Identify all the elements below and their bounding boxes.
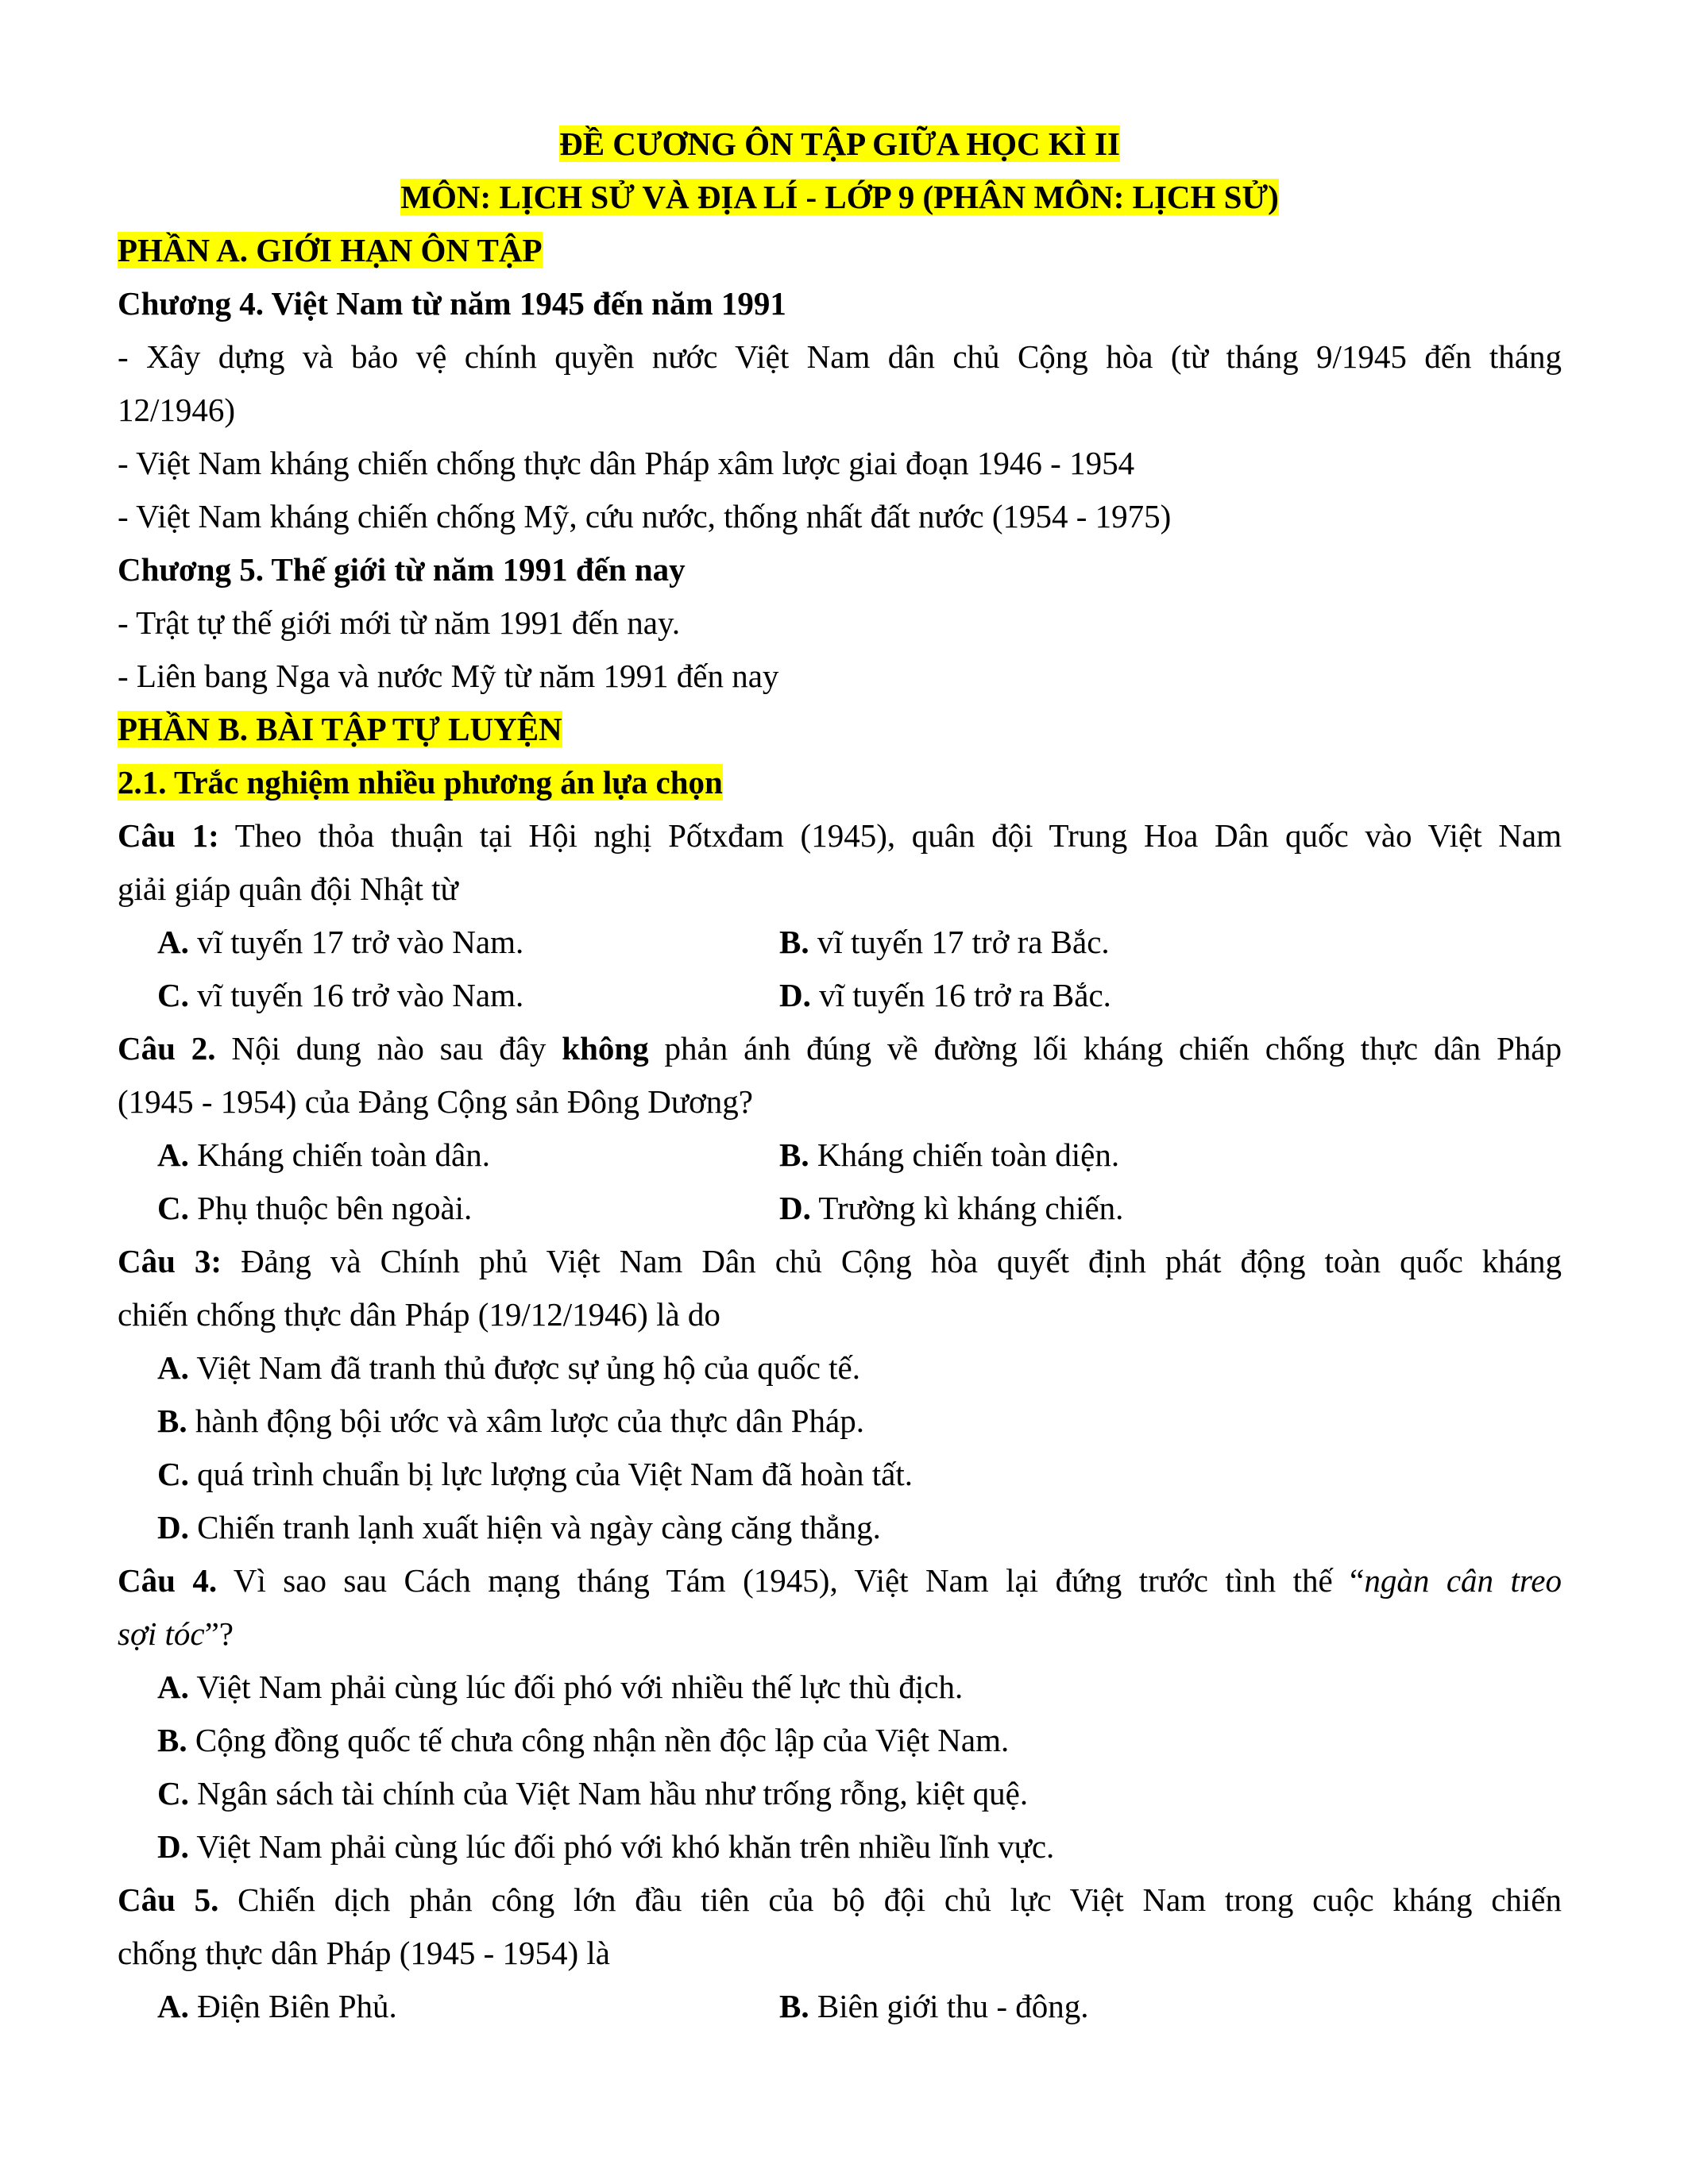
option-letter: B. bbox=[157, 1403, 187, 1439]
option-d bbox=[779, 969, 1401, 1022]
question-text: Chiến dịch phản công lớn đầu tiên của bộ đội chủ lực Việt Nam trong cuộc kháng chiến bbox=[218, 1881, 1562, 1918]
chapter-5-title: Chương 5. Thế giới từ năm 1991 đến nay bbox=[118, 551, 686, 588]
part-a-line bbox=[118, 224, 1562, 277]
option-text: Ngân sách tài chính của Việt Nam hầu như trống rỗng, kiệt quệ. bbox=[197, 1775, 1029, 1812]
question-label: Câu 5. bbox=[118, 1881, 219, 1918]
option-letter: C. bbox=[157, 1775, 189, 1812]
question-text: ”? bbox=[204, 1615, 234, 1652]
title-line-2 bbox=[118, 171, 1562, 224]
option-letter: B. bbox=[779, 1136, 809, 1173]
chapter-5-item-1: - Trật tự thế giới mới từ năm 1991 đến nay. bbox=[118, 604, 681, 641]
question-2-options-row-2 bbox=[118, 1182, 1562, 1235]
question-4-option-b bbox=[118, 1714, 1562, 1767]
option-text: vĩ tuyến 16 trở ra Bắc. bbox=[819, 977, 1111, 1013]
option-a bbox=[157, 1129, 779, 1182]
part-b-subheading: 2.1. Trắc nghiệm nhiều phương án lựa chọn bbox=[118, 764, 723, 801]
document-title: ĐỀ CƯƠNG ÔN TẬP GIỮA HỌC KÌ II bbox=[559, 125, 1120, 162]
option-letter: D. bbox=[779, 1190, 811, 1226]
document-subtitle: MÔN: LỊCH SỬ VÀ ĐỊA LÍ - LỚP 9 (PHÂN MÔN: LỊCH SỬ) bbox=[400, 179, 1279, 215]
question-emphasis: không bbox=[562, 1030, 649, 1067]
option-letter: A. bbox=[157, 1349, 189, 1386]
chapter-4-item-3: - Việt Nam kháng chiến chống Mỹ, cứu nước, thống nhất đất nước (1954 - 1975) bbox=[118, 498, 1172, 534]
question-2-line-2: (1945 - 1954) của Đảng Cộng sản Đông Dương? bbox=[118, 1083, 753, 1120]
chapter-4-item-1a: - Xây dựng và bảo vệ chính quyền nước Việt Nam dân chủ Cộng hòa (từ tháng 9/1945 đến tháng bbox=[118, 338, 1562, 375]
option-a bbox=[157, 1980, 779, 2033]
question-quote: sợi tóc bbox=[118, 1615, 205, 1652]
question-2-line-1 bbox=[118, 1022, 1562, 1075]
option-letter: C. bbox=[157, 977, 189, 1013]
option-letter: C. bbox=[157, 1456, 189, 1492]
question-1-options-row-1 bbox=[118, 916, 1562, 969]
question-3-line-2: chiến chống thực dân Pháp (19/12/1946) là do bbox=[118, 1296, 720, 1333]
option-text: Việt Nam phải cùng lúc đối phó với khó khăn trên nhiều lĩnh vực. bbox=[196, 1828, 1055, 1865]
option-text: Việt Nam phải cùng lúc đối phó với nhiều thế lực thù địch. bbox=[196, 1669, 964, 1705]
question-5-line-1 bbox=[118, 1873, 1562, 1927]
option-b bbox=[779, 916, 1401, 969]
question-1-line-2: giải giáp quân đội Nhật từ bbox=[118, 870, 458, 907]
title-line-1 bbox=[118, 118, 1562, 171]
part-b-line bbox=[118, 703, 1562, 756]
chapter-5-item-2: - Liên bang Nga và nước Mỹ từ năm 1991 đến nay bbox=[118, 658, 779, 694]
option-text: Phụ thuộc bên ngoài. bbox=[197, 1190, 473, 1226]
option-letter: B. bbox=[157, 1722, 187, 1758]
question-5-line-2: chống thực dân Pháp (1945 - 1954) là bbox=[118, 1935, 611, 1971]
part-b-heading: PHẦN B. BÀI TẬP TỰ LUYỆN bbox=[118, 711, 562, 747]
option-text: Trường kì kháng chiến. bbox=[818, 1190, 1124, 1226]
option-letter: A. bbox=[157, 1136, 189, 1173]
chapter-4-item-1b: 12/1946) bbox=[118, 392, 236, 428]
document-page bbox=[118, 118, 1562, 2033]
question-3-option-d bbox=[118, 1501, 1562, 1554]
question-text: Vì sao sau Cách mạng tháng Tám (1945), Việt Nam lại đứng trước tình thế “ bbox=[217, 1562, 1365, 1599]
question-3-option-b bbox=[118, 1395, 1562, 1448]
option-text: Kháng chiến toàn dân. bbox=[197, 1136, 490, 1173]
option-text: Việt Nam đã tranh thủ được sự ủng hộ của quốc tế. bbox=[196, 1349, 860, 1386]
question-label: Câu 4. bbox=[118, 1562, 218, 1599]
option-text: Kháng chiến toàn diện. bbox=[817, 1136, 1120, 1173]
option-c bbox=[157, 1182, 779, 1235]
option-letter: D. bbox=[157, 1509, 189, 1545]
option-b bbox=[779, 1129, 1401, 1182]
option-letter: D. bbox=[157, 1828, 189, 1865]
option-letter: A. bbox=[157, 924, 189, 960]
question-label: Câu 3: bbox=[118, 1243, 222, 1279]
option-text: Chiến tranh lạnh xuất hiện và ngày càng căng thẳng. bbox=[197, 1509, 881, 1545]
chapter-4-item-2: - Việt Nam kháng chiến chống thực dân Pháp xâm lược giai đoạn 1946 - 1954 bbox=[118, 445, 1135, 481]
question-4-option-d bbox=[118, 1820, 1562, 1873]
question-1-options-row-2 bbox=[118, 969, 1562, 1022]
question-text: Đảng và Chính phủ Việt Nam Dân chủ Cộng hòa quyết định phát động toàn quốc kháng bbox=[222, 1243, 1562, 1279]
question-text: Theo thỏa thuận tại Hội nghị Pốtxđam (1945), quân đội Trung Hoa Dân quốc vào Việt Nam bbox=[218, 817, 1562, 854]
question-4-option-c bbox=[118, 1767, 1562, 1820]
option-text: vĩ tuyến 16 trở vào Nam. bbox=[197, 977, 524, 1013]
question-text: phản ánh đúng về đường lối kháng chiến chống thực dân Pháp bbox=[648, 1030, 1562, 1067]
question-3-option-c bbox=[118, 1448, 1562, 1501]
question-3-option-a bbox=[118, 1341, 1562, 1395]
option-letter: A. bbox=[157, 1988, 189, 2024]
question-2-options-row-1 bbox=[118, 1129, 1562, 1182]
option-letter: B. bbox=[779, 1988, 809, 2024]
chapter-4-title: Chương 4. Việt Nam từ năm 1945 đến năm 1991 bbox=[118, 285, 786, 322]
question-1-line-1 bbox=[118, 809, 1562, 862]
question-4-option-a bbox=[118, 1661, 1562, 1714]
question-text: Nội dung nào sau đây bbox=[215, 1030, 562, 1067]
question-4-line-2 bbox=[118, 1607, 1562, 1661]
option-c bbox=[157, 969, 779, 1022]
option-d bbox=[779, 1182, 1401, 1235]
option-text: quá trình chuẩn bị lực lượng của Việt Nam đã hoàn tất. bbox=[197, 1456, 913, 1492]
option-letter: C. bbox=[157, 1190, 189, 1226]
option-text: Cộng đồng quốc tế chưa công nhận nền độc lập của Việt Nam. bbox=[195, 1722, 1010, 1758]
option-text: vĩ tuyến 17 trở vào Nam. bbox=[197, 924, 524, 960]
question-5-options-row-1 bbox=[118, 1980, 1562, 2033]
option-text: Biên giới thu - đông. bbox=[817, 1988, 1089, 2024]
question-quote: ngàn cân treo bbox=[1364, 1562, 1562, 1599]
part-a-heading: PHẦN A. GIỚI HẠN ÔN TẬP bbox=[118, 232, 543, 268]
option-text: vĩ tuyến 17 trở ra Bắc. bbox=[817, 924, 1110, 960]
option-letter: D. bbox=[779, 977, 811, 1013]
part-b-sub-line bbox=[118, 756, 1562, 809]
option-b bbox=[779, 1980, 1401, 2033]
option-text: hành động bội ước và xâm lược của thực dân Pháp. bbox=[195, 1403, 864, 1439]
option-a bbox=[157, 916, 779, 969]
question-label: Câu 2. bbox=[118, 1030, 216, 1067]
option-letter: A. bbox=[157, 1669, 189, 1705]
question-4-line-1 bbox=[118, 1554, 1562, 1607]
question-label: Câu 1: bbox=[118, 817, 219, 854]
option-text: Điện Biên Phủ. bbox=[197, 1988, 397, 2024]
question-3-line-1 bbox=[118, 1235, 1562, 1288]
option-letter: B. bbox=[779, 924, 809, 960]
